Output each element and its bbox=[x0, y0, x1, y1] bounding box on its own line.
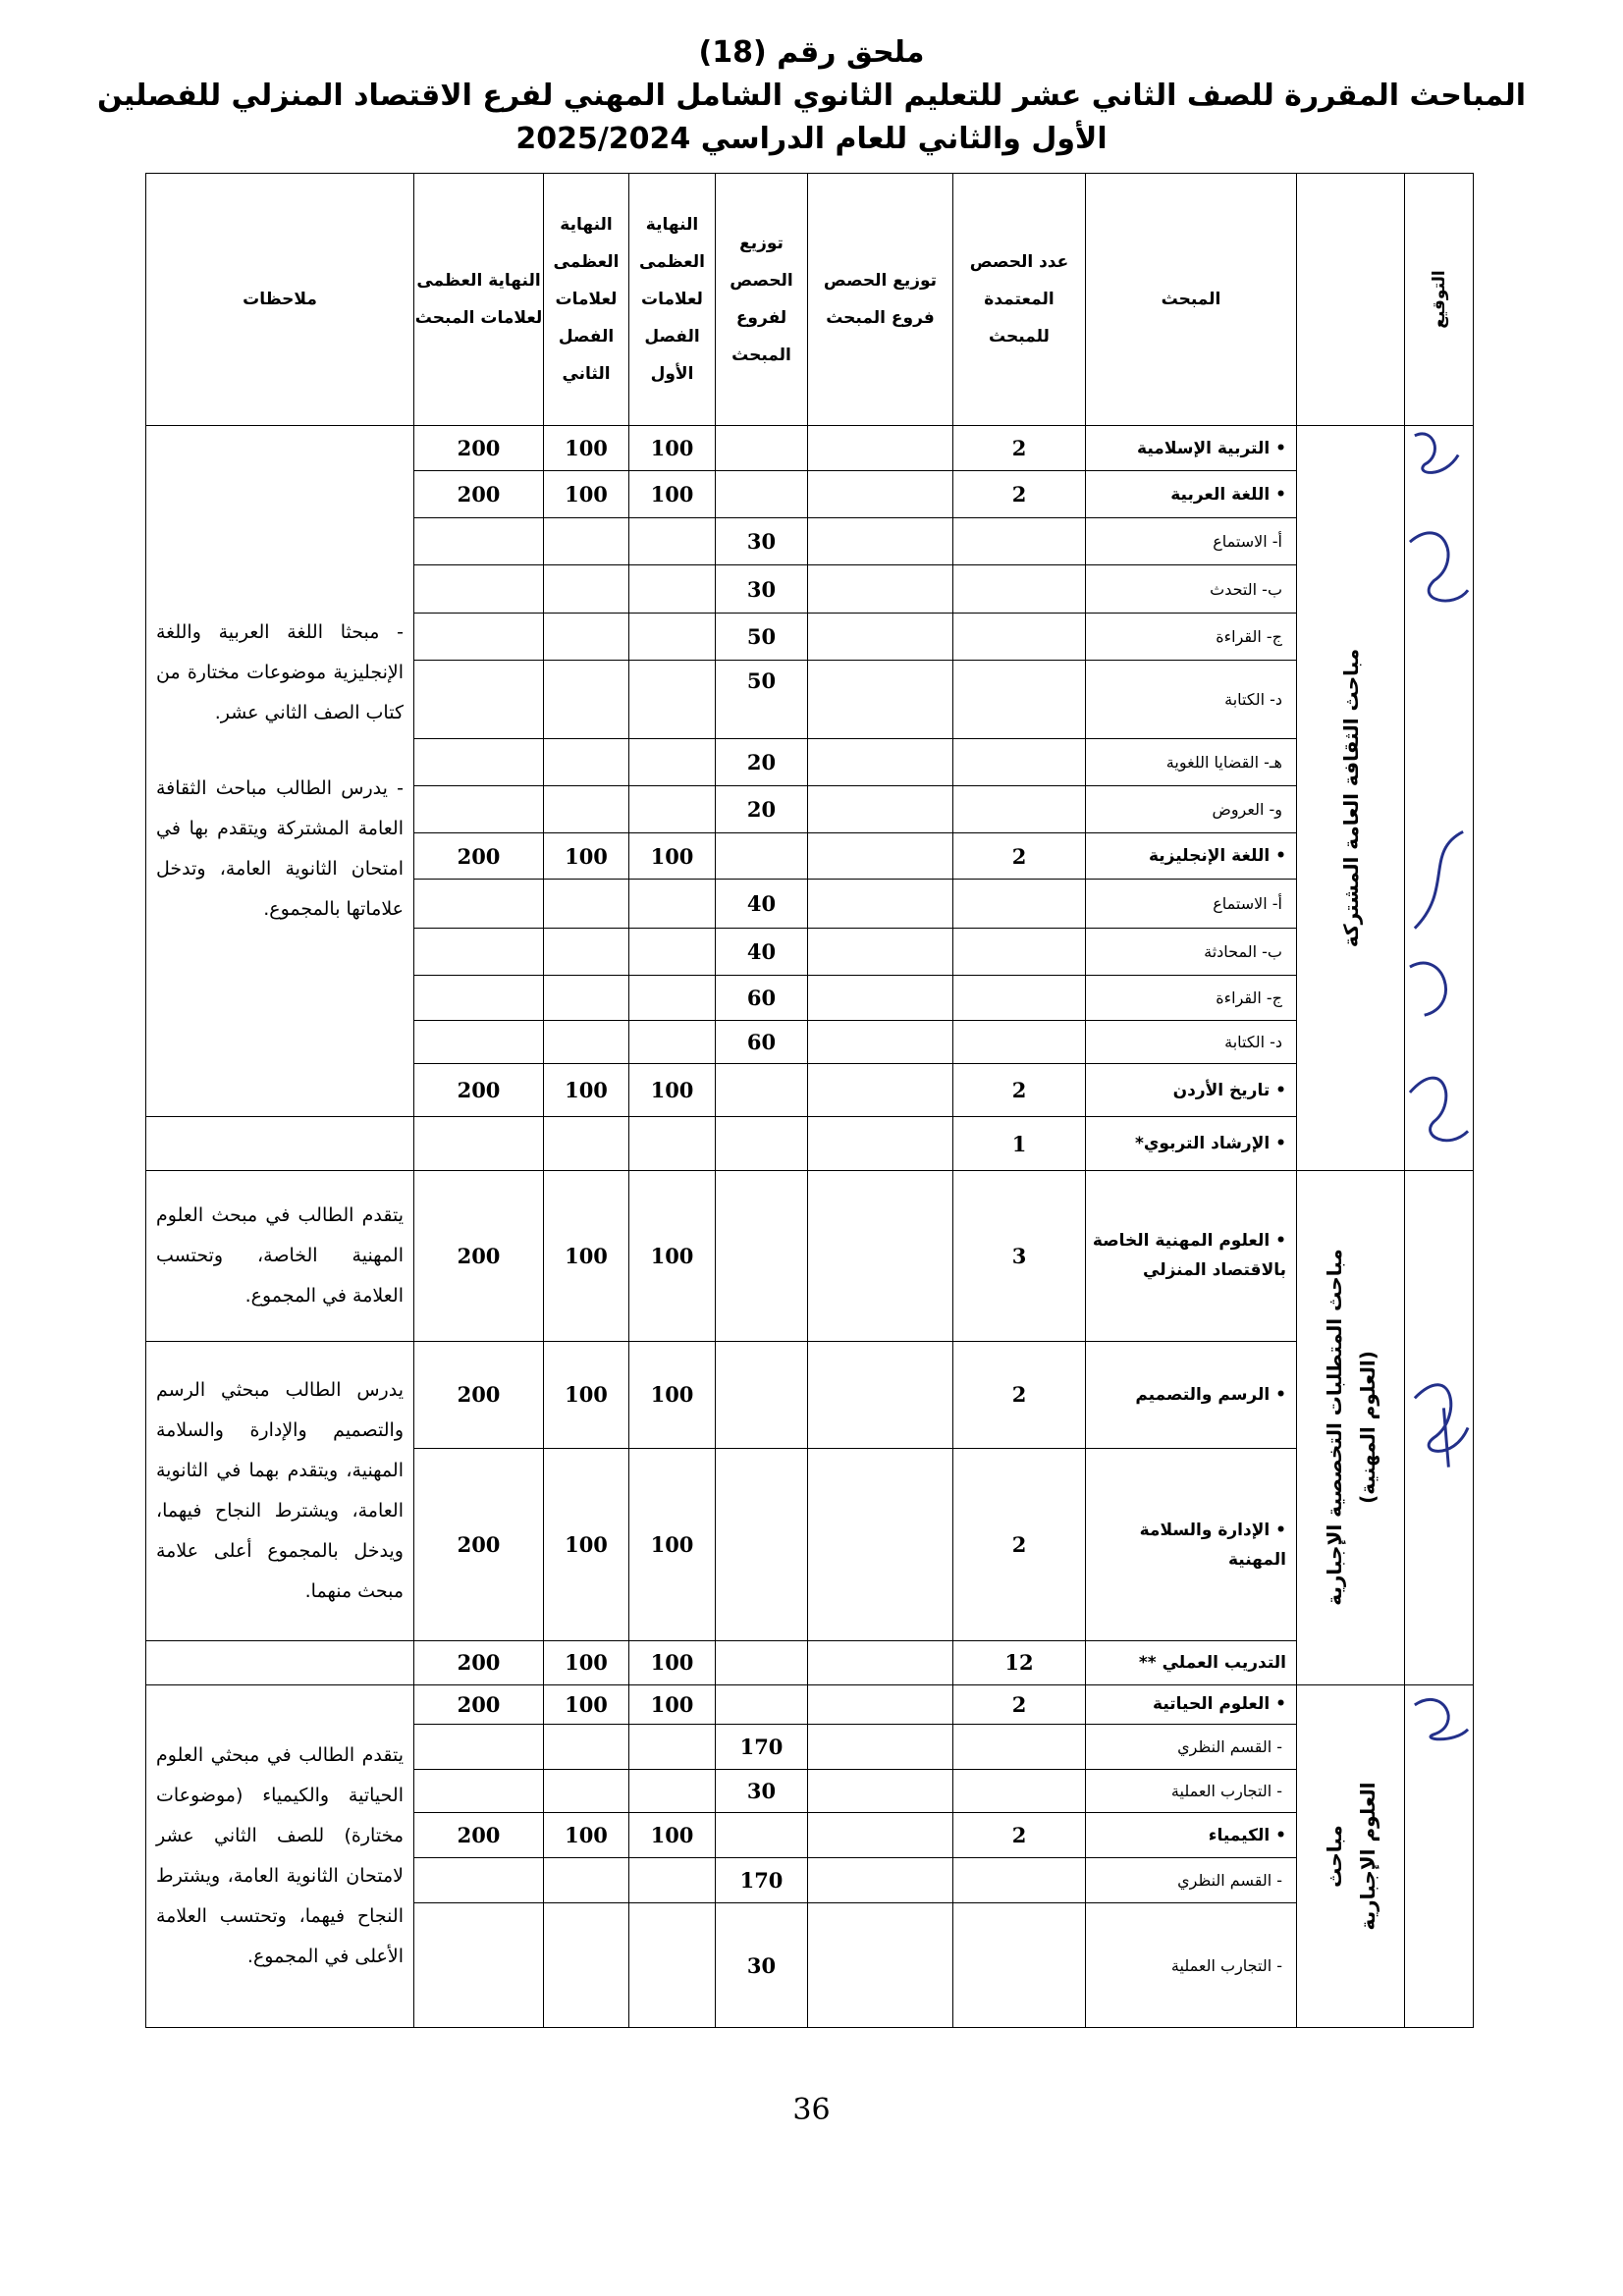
document-title: المباحث المقررة للصف الثاني عشر للتعليم الثانوي الشامل المهني لفرع الاقتصاد المنزلي للفصلين bbox=[96, 79, 1527, 113]
col-periods: عدد الحصص المعتمدة للمبحث bbox=[953, 174, 1086, 426]
empty-cell bbox=[953, 1021, 1086, 1064]
branch-name: د- الكتابة bbox=[1086, 660, 1297, 738]
max-second-value: 100 bbox=[544, 1812, 629, 1857]
empty-cell bbox=[629, 660, 716, 738]
empty-cell bbox=[414, 928, 544, 975]
branch-name: د- الكتابة bbox=[1086, 1021, 1297, 1064]
distribution-value: 170 bbox=[716, 1724, 808, 1769]
max-total-value: 200 bbox=[414, 1170, 544, 1342]
col-max-second: النهاية العظمى لعلامات الفصل الثاني bbox=[544, 174, 629, 426]
branch-name: - التجارب العملية bbox=[1086, 1903, 1297, 2028]
empty-cell bbox=[808, 786, 953, 833]
distribution-value bbox=[716, 1448, 808, 1641]
signature-cell-specialized bbox=[1405, 1170, 1474, 1684]
empty-cell bbox=[414, 660, 544, 738]
col-distribution-2: توزيع الحصص لفروع المبحث bbox=[716, 174, 808, 426]
empty-cell bbox=[953, 1724, 1086, 1769]
periods-value: 2 bbox=[953, 1342, 1086, 1448]
max-total-value: 200 bbox=[414, 1342, 544, 1448]
branch-name: و- العروض bbox=[1086, 786, 1297, 833]
empty-cell bbox=[414, 879, 544, 928]
distribution-value: 20 bbox=[716, 786, 808, 833]
distribution-value bbox=[716, 1170, 808, 1342]
empty-cell bbox=[808, 613, 953, 660]
table-row bbox=[146, 425, 1474, 470]
max-first-value bbox=[629, 1117, 716, 1170]
subject-name: • العلوم المهنية الخاصة بالاقتصاد المنزلي bbox=[1086, 1170, 1297, 1342]
empty-cell bbox=[629, 975, 716, 1020]
signature-scribble bbox=[1405, 1685, 1473, 2027]
empty-cell bbox=[629, 739, 716, 786]
max-total-value: 200 bbox=[414, 1448, 544, 1641]
col-signature: التوقيع bbox=[1405, 174, 1474, 426]
empty-cell bbox=[808, 1812, 953, 1857]
empty-cell bbox=[629, 879, 716, 928]
max-total-value: 200 bbox=[414, 1641, 544, 1684]
empty-cell bbox=[414, 565, 544, 613]
periods-value: 2 bbox=[953, 1448, 1086, 1641]
empty-cell bbox=[808, 565, 953, 613]
distribution-value: 50 bbox=[716, 613, 808, 660]
max-first-value: 100 bbox=[629, 1170, 716, 1342]
note-text: - يدرس الطالب مباحث الثقافة العامة المشتركة ويتقدم بها في امتحان الثانوية العامة، وتدخل علاماتها بالمجموع. bbox=[156, 777, 404, 921]
distribution-value: 40 bbox=[716, 928, 808, 975]
subject-name: • الإرشاد التربوي* bbox=[1086, 1117, 1297, 1170]
empty-cell bbox=[544, 928, 629, 975]
col-distribution: توزيع الحصص فروع المبحث bbox=[808, 174, 953, 426]
max-first-value: 100 bbox=[629, 1064, 716, 1117]
subject-name: • اللغة الإنجليزية bbox=[1086, 833, 1297, 879]
empty-cell bbox=[953, 1769, 1086, 1812]
table-row bbox=[146, 1117, 1474, 1170]
empty-cell bbox=[808, 833, 953, 879]
empty-cell bbox=[953, 660, 1086, 738]
distribution-value: 30 bbox=[716, 1769, 808, 1812]
empty-cell bbox=[953, 613, 1086, 660]
empty-cell bbox=[629, 1903, 716, 2028]
empty-cell bbox=[629, 1724, 716, 1769]
signature-cell-general bbox=[1405, 425, 1474, 1170]
empty-cell bbox=[414, 1903, 544, 2028]
max-second-value: 100 bbox=[544, 1170, 629, 1342]
max-first-value: 100 bbox=[629, 1448, 716, 1641]
distribution-value: 60 bbox=[716, 1021, 808, 1064]
branch-name: ج- القراءة bbox=[1086, 975, 1297, 1020]
max-second-value: 100 bbox=[544, 833, 629, 879]
empty-cell bbox=[544, 660, 629, 738]
periods-value: 2 bbox=[953, 1812, 1086, 1857]
notes-design-safety: يدرس الطالب مبحثي الرسم والتصميم والإدارة والسلامة المهنية، ويتقدم بهما في الثانوية العامة، ويشترط النجاح فيهما، ويدخل بالمجموع أعلى علامة مبحث منهما. bbox=[146, 1342, 414, 1641]
periods-value: 2 bbox=[953, 1684, 1086, 1724]
col-max-first: النهاية العظمى لعلامات الفصل الأول bbox=[629, 174, 716, 426]
note-text: - مبحثا اللغة العربية واللغة الإنجليزية موضوعات مختارة من كتاب الصف الثاني عشر. bbox=[156, 621, 404, 724]
distribution-value: 60 bbox=[716, 975, 808, 1020]
annex-number: ملحق رقم (18) bbox=[698, 35, 925, 70]
empty-cell bbox=[953, 518, 1086, 565]
empty-cell bbox=[629, 613, 716, 660]
empty-cell bbox=[808, 975, 953, 1020]
empty-cell bbox=[544, 975, 629, 1020]
table-row bbox=[146, 1170, 1474, 1342]
max-first-value: 100 bbox=[629, 833, 716, 879]
max-total-value: 200 bbox=[414, 1064, 544, 1117]
empty-cell bbox=[953, 739, 1086, 786]
branch-name: ج- القراءة bbox=[1086, 613, 1297, 660]
distribution-value bbox=[716, 1117, 808, 1170]
distribution-value bbox=[716, 1064, 808, 1117]
distribution-value bbox=[716, 425, 808, 470]
periods-value: 2 bbox=[953, 425, 1086, 470]
periods-value: 2 bbox=[953, 471, 1086, 518]
distribution-value: 30 bbox=[716, 565, 808, 613]
empty-cell bbox=[808, 1064, 953, 1117]
subject-name: • التربية الإسلامية bbox=[1086, 425, 1297, 470]
col-max-subject: النهاية العظمى لعلامات المبحث bbox=[414, 174, 544, 426]
distribution-value: 20 bbox=[716, 739, 808, 786]
max-first-value: 100 bbox=[629, 1342, 716, 1448]
empty-cell bbox=[544, 1769, 629, 1812]
empty-cell bbox=[808, 1342, 953, 1448]
distribution-value bbox=[716, 833, 808, 879]
col-category bbox=[1297, 174, 1405, 426]
empty-cell bbox=[414, 1769, 544, 1812]
distribution-value bbox=[716, 1812, 808, 1857]
empty-cell bbox=[629, 1021, 716, 1064]
empty-cell bbox=[808, 1858, 953, 1903]
max-second-value: 100 bbox=[544, 1342, 629, 1448]
subject-name: • العلوم الحياتية bbox=[1086, 1684, 1297, 1724]
max-second-value: 100 bbox=[544, 425, 629, 470]
max-first-value: 100 bbox=[629, 1812, 716, 1857]
max-first-value: 100 bbox=[629, 1684, 716, 1724]
subject-name: • تاريخ الأردن bbox=[1086, 1064, 1297, 1117]
page-number: 36 bbox=[792, 2093, 831, 2127]
empty-cell bbox=[808, 425, 953, 470]
empty-cell bbox=[414, 786, 544, 833]
empty-cell bbox=[414, 1858, 544, 1903]
signature-scribble bbox=[1405, 426, 1473, 1170]
subject-name: • الإدارة والسلامة المهنية bbox=[1086, 1448, 1297, 1641]
notes-sciences: يتقدم الطالب في مبحثي العلوم الحياتية والكيمياء (موضوعات مختارة) للصف الثاني عشر لامتحان الثانوية العامة، ويشترط النجاح فيهما، وتحتسب العلامة الأعلى في المجموع. bbox=[146, 1684, 414, 2027]
table-row bbox=[146, 1641, 1474, 1684]
col-notes: ملاحظات bbox=[146, 174, 414, 426]
empty-cell bbox=[544, 786, 629, 833]
empty-cell bbox=[544, 1903, 629, 2028]
empty-cell bbox=[544, 565, 629, 613]
empty-cell bbox=[414, 739, 544, 786]
empty-cell bbox=[808, 1724, 953, 1769]
max-second-value: 100 bbox=[544, 1684, 629, 1724]
branch-name: - القسم النظري bbox=[1086, 1858, 1297, 1903]
empty-cell bbox=[544, 518, 629, 565]
category-specialized: مباحث المتطلبات التخصصية الإجبارية (العلوم المهنية) bbox=[1297, 1170, 1405, 1684]
signature-cell-sciences bbox=[1405, 1684, 1474, 2027]
empty-cell bbox=[808, 1021, 953, 1064]
empty-cell bbox=[808, 928, 953, 975]
table-row bbox=[146, 1342, 1474, 1448]
empty-cell bbox=[629, 518, 716, 565]
branch-name: أ- الاستماع bbox=[1086, 518, 1297, 565]
col-subject: المبحث bbox=[1086, 174, 1297, 426]
empty-cell bbox=[414, 518, 544, 565]
header-row bbox=[146, 174, 1474, 426]
distribution-value: 40 bbox=[716, 879, 808, 928]
max-total-value: 200 bbox=[414, 1812, 544, 1857]
max-second-value bbox=[544, 1117, 629, 1170]
branch-name: ب- المحادثة bbox=[1086, 928, 1297, 975]
academic-year-line: الأول والثاني للعام الدراسي 2025/2024 bbox=[515, 122, 1108, 156]
empty-cell bbox=[808, 1117, 953, 1170]
empty-cell bbox=[544, 1724, 629, 1769]
empty-cell bbox=[544, 879, 629, 928]
empty-cell bbox=[953, 1858, 1086, 1903]
distribution-value bbox=[716, 1342, 808, 1448]
periods-value: 1 bbox=[953, 1117, 1086, 1170]
max-second-value: 100 bbox=[544, 1064, 629, 1117]
max-second-value: 100 bbox=[544, 471, 629, 518]
signature-scribble bbox=[1405, 1171, 1473, 1684]
max-total-value: 200 bbox=[414, 425, 544, 470]
max-first-value: 100 bbox=[629, 471, 716, 518]
distribution-value bbox=[716, 1684, 808, 1724]
distribution-value bbox=[716, 1641, 808, 1684]
max-first-value: 100 bbox=[629, 425, 716, 470]
distribution-value: 30 bbox=[716, 518, 808, 565]
branch-name: هـ- القضايا اللغوية bbox=[1086, 739, 1297, 786]
empty-cell bbox=[808, 1641, 953, 1684]
empty-cell bbox=[146, 1641, 414, 1684]
empty-cell bbox=[414, 975, 544, 1020]
empty-cell bbox=[808, 879, 953, 928]
branch-name: أ- الاستماع bbox=[1086, 879, 1297, 928]
branch-name: - التجارب العملية bbox=[1086, 1769, 1297, 1812]
empty-cell bbox=[808, 660, 953, 738]
distribution-value: 50 bbox=[716, 660, 808, 738]
empty-cell bbox=[953, 975, 1086, 1020]
empty-cell bbox=[808, 1769, 953, 1812]
empty-cell bbox=[414, 1724, 544, 1769]
empty-cell bbox=[544, 1858, 629, 1903]
empty-cell bbox=[544, 739, 629, 786]
max-second-value: 100 bbox=[544, 1448, 629, 1641]
empty-cell bbox=[629, 1769, 716, 1812]
branch-name: ب- التحدث bbox=[1086, 565, 1297, 613]
category-sciences: مباحث العلوم الإجبارية bbox=[1297, 1684, 1405, 2027]
subject-name: • اللغة العربية bbox=[1086, 471, 1297, 518]
empty-cell bbox=[808, 1170, 953, 1342]
subject-name: • الكيمياء bbox=[1086, 1812, 1297, 1857]
empty-cell bbox=[953, 928, 1086, 975]
periods-value: 2 bbox=[953, 833, 1086, 879]
subject-name: التدريب العملي ** bbox=[1086, 1641, 1297, 1684]
max-total-value: 200 bbox=[414, 1684, 544, 1724]
empty-cell bbox=[414, 1021, 544, 1064]
empty-cell bbox=[808, 518, 953, 565]
max-second-value: 100 bbox=[544, 1641, 629, 1684]
empty-cell bbox=[953, 786, 1086, 833]
max-first-value: 100 bbox=[629, 1641, 716, 1684]
max-total-value: 200 bbox=[414, 471, 544, 518]
max-total-value bbox=[414, 1117, 544, 1170]
empty-cell bbox=[629, 928, 716, 975]
empty-cell bbox=[953, 565, 1086, 613]
branch-name: - القسم النظري bbox=[1086, 1724, 1297, 1769]
distribution-value: 170 bbox=[716, 1858, 808, 1903]
distribution-value: 30 bbox=[716, 1903, 808, 2028]
empty-cell bbox=[808, 1903, 953, 2028]
category-general: مباحث الثقافة العامة المشتركة bbox=[1297, 425, 1405, 1170]
table-row bbox=[146, 1684, 1474, 1724]
subjects-table bbox=[145, 173, 1474, 2028]
empty-cell bbox=[544, 613, 629, 660]
notes-general bbox=[146, 425, 414, 1116]
empty-cell bbox=[808, 739, 953, 786]
empty-cell bbox=[808, 471, 953, 518]
empty-cell bbox=[629, 565, 716, 613]
periods-value: 3 bbox=[953, 1170, 1086, 1342]
empty-cell bbox=[544, 1021, 629, 1064]
empty-cell bbox=[953, 879, 1086, 928]
empty-cell bbox=[808, 1448, 953, 1641]
max-total-value: 200 bbox=[414, 833, 544, 879]
periods-value: 2 bbox=[953, 1064, 1086, 1117]
empty-cell bbox=[146, 1117, 414, 1170]
periods-value: 12 bbox=[953, 1641, 1086, 1684]
empty-cell bbox=[414, 613, 544, 660]
empty-cell bbox=[629, 1858, 716, 1903]
empty-cell bbox=[953, 1903, 1086, 2028]
empty-cell bbox=[629, 786, 716, 833]
subject-name: • الرسم والتصميم bbox=[1086, 1342, 1297, 1448]
distribution-value bbox=[716, 471, 808, 518]
notes-vocational: يتقدم الطالب في مبحث العلوم المهنية الخاصة، وتحتسب العلامة في المجموع. bbox=[146, 1170, 414, 1342]
empty-cell bbox=[808, 1684, 953, 1724]
